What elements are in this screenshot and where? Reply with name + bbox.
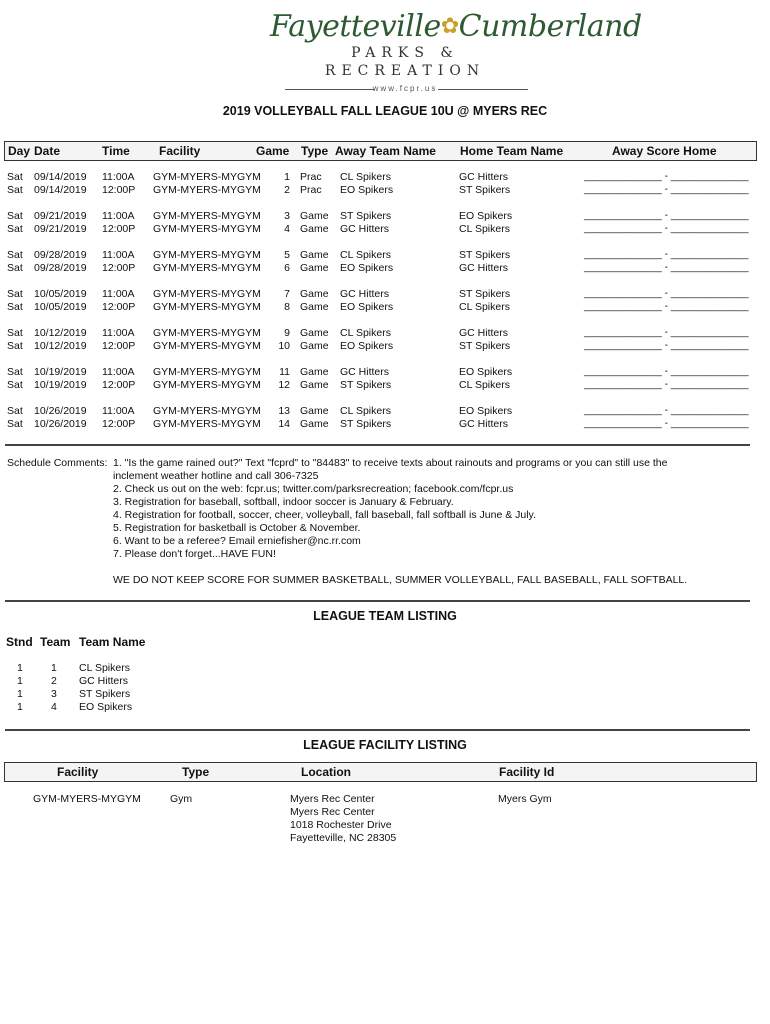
parks-rec-logo bbox=[270, 9, 642, 93]
comment-line: 5. Registration for basketball is October & November. bbox=[113, 522, 361, 534]
cell-type: Game bbox=[300, 366, 329, 378]
header-date: Date bbox=[34, 144, 61, 158]
comment-line bbox=[113, 561, 753, 574]
cell-time: 12:00P bbox=[102, 301, 136, 313]
cell-game: 9 bbox=[284, 327, 290, 339]
cell-time: 11:00A bbox=[102, 249, 135, 261]
cell-home: ST Spikers bbox=[459, 249, 511, 261]
cell-type: Game bbox=[300, 327, 329, 339]
table-row bbox=[0, 301, 770, 314]
facility-type: Gym bbox=[170, 793, 193, 805]
cell-date: 10/12/2019 bbox=[34, 340, 87, 352]
cell-game: 6 bbox=[284, 262, 290, 274]
header-facility-id: Facility Id bbox=[499, 765, 555, 779]
score-entry-line: ______________ - ______________ bbox=[584, 327, 749, 338]
cell-day: Sat bbox=[7, 379, 23, 391]
cell-day: Sat bbox=[7, 288, 23, 300]
comment-line: 4. Registration for football, soccer, cheer, volleyball, fall baseball, fall softball is June & July. bbox=[113, 509, 536, 521]
cell-name: EO Spikers bbox=[79, 701, 133, 713]
cell-type: Game bbox=[300, 288, 329, 300]
cell-day: Sat bbox=[7, 301, 23, 313]
cell-facility: GYM-MYERS-MYGYM bbox=[153, 327, 261, 339]
cell-day: Sat bbox=[7, 366, 23, 378]
schedule-comments bbox=[113, 457, 753, 587]
cell-time: 12:00P bbox=[102, 379, 136, 391]
table-row bbox=[0, 210, 770, 223]
table-row bbox=[0, 171, 770, 184]
facility-id: Myers Gym bbox=[498, 793, 552, 805]
header-away-team: Away Team Name bbox=[335, 144, 436, 158]
facility-listing-title: LEAGUE FACILITY LISTING bbox=[303, 738, 467, 752]
cell-facility: GYM-MYERS-MYGYM bbox=[153, 262, 261, 274]
comment-line: WE DO NOT KEEP SCORE FOR SUMMER BASKETBALL, SUMMER VOLLEYBALL, FALL BASEBALL, FALL SOFTBALL. bbox=[113, 574, 688, 586]
cell-facility: GYM-MYERS-MYGYM bbox=[153, 223, 261, 235]
cell-home: CL Spikers bbox=[459, 223, 510, 235]
cell-away: CL Spikers bbox=[340, 171, 391, 183]
cell-away: GC Hitters bbox=[340, 223, 390, 235]
table-row bbox=[0, 327, 770, 340]
cell-time: 12:00P bbox=[102, 184, 136, 196]
cell-type: Game bbox=[300, 223, 329, 235]
cell-home: CL Spikers bbox=[459, 379, 510, 391]
cell-date: 10/19/2019 bbox=[34, 366, 87, 378]
table-row bbox=[0, 379, 770, 392]
cell-home: ST Spikers bbox=[459, 288, 511, 300]
divider bbox=[5, 729, 750, 731]
cell-game: 10 bbox=[278, 340, 290, 352]
cell-team: 4 bbox=[51, 701, 57, 713]
cell-name: GC Hitters bbox=[79, 675, 129, 687]
cell-time: 11:00A bbox=[102, 327, 135, 339]
team-row bbox=[0, 675, 400, 688]
cell-game: 1 bbox=[284, 171, 290, 183]
location-line: 1018 Rochester Drive bbox=[290, 819, 392, 831]
cell-type: Game bbox=[300, 262, 329, 274]
cell-stnd: 1 bbox=[17, 701, 23, 713]
table-row bbox=[0, 262, 770, 275]
table-row bbox=[0, 340, 770, 353]
cell-away: GC Hitters bbox=[340, 366, 390, 378]
cell-type: Game bbox=[300, 249, 329, 261]
score-entry-line: ______________ - ______________ bbox=[584, 366, 749, 377]
cell-home: CL Spikers bbox=[459, 301, 510, 313]
header-time: Time bbox=[102, 144, 130, 158]
cell-away: ST Spikers bbox=[340, 379, 392, 391]
cell-date: 10/05/2019 bbox=[34, 301, 87, 313]
cell-day: Sat bbox=[7, 223, 23, 235]
score-entry-line: ______________ - ______________ bbox=[584, 301, 749, 312]
comment-line: 2. Check us out on the web: fcpr.us; twitter.com/parksrecreation; facebook.com/fcpr.us bbox=[113, 483, 514, 495]
comment-line: 1. "Is the game rained out?" Text "fcprd" to "84483" to receive texts about rainouts and programs or you can still use the bbox=[113, 457, 668, 469]
cell-facility: GYM-MYERS-MYGYM bbox=[153, 379, 261, 391]
logo-name: Fayetteville✿Cumberland bbox=[270, 9, 642, 44]
cell-stnd: 1 bbox=[17, 688, 23, 700]
score-entry-line: ______________ - ______________ bbox=[584, 405, 749, 416]
cell-name: ST Spikers bbox=[79, 688, 131, 700]
cell-away: EO Spikers bbox=[340, 262, 394, 274]
cell-date: 09/21/2019 bbox=[34, 223, 87, 235]
cell-team: 1 bbox=[51, 662, 57, 674]
cell-time: 12:00P bbox=[102, 223, 136, 235]
header-type: Type bbox=[301, 144, 329, 158]
facility-listing-header bbox=[4, 762, 757, 782]
cell-home: GC Hitters bbox=[459, 171, 509, 183]
score-entry-line: ______________ - ______________ bbox=[584, 171, 749, 182]
cell-game: 5 bbox=[284, 249, 290, 261]
team-row bbox=[0, 662, 400, 675]
cell-time: 11:00A bbox=[102, 366, 135, 378]
cell-type: Game bbox=[300, 340, 329, 352]
score-entry-line: ______________ - ______________ bbox=[584, 210, 749, 221]
cell-team: 3 bbox=[51, 688, 57, 700]
cell-facility: GYM-MYERS-MYGYM bbox=[153, 301, 261, 313]
cell-away: EO Spikers bbox=[340, 301, 394, 313]
cell-type: Prac bbox=[300, 171, 322, 183]
cell-home: EO Spikers bbox=[459, 405, 513, 417]
cell-time: 12:00P bbox=[102, 262, 136, 274]
comment-line: 3. Registration for baseball, softball, indoor soccer is January & February. bbox=[113, 496, 454, 508]
score-entry-line: ______________ - ______________ bbox=[584, 418, 749, 429]
cell-date: 09/21/2019 bbox=[34, 210, 87, 222]
comments-label: Schedule Comments: bbox=[7, 457, 108, 469]
cell-day: Sat bbox=[7, 249, 23, 261]
cell-name: CL Spikers bbox=[79, 662, 130, 674]
header-day: Day bbox=[8, 144, 31, 158]
header-facility: Facility bbox=[57, 765, 99, 779]
cell-day: Sat bbox=[7, 210, 23, 222]
score-entry-line: ______________ - ______________ bbox=[584, 249, 749, 260]
team-listing-title: LEAGUE TEAM LISTING bbox=[313, 609, 457, 623]
cell-facility: GYM-MYERS-MYGYM bbox=[153, 171, 261, 183]
cell-date: 09/14/2019 bbox=[34, 171, 87, 183]
header-stnd: Stnd bbox=[6, 635, 33, 649]
cell-game: 3 bbox=[284, 210, 290, 222]
cell-game: 14 bbox=[278, 418, 290, 430]
comment-line: 6. Want to be a referee? Email erniefisher@nc.rr.com bbox=[113, 535, 361, 547]
cell-day: Sat bbox=[7, 327, 23, 339]
table-row bbox=[0, 366, 770, 379]
team-row bbox=[0, 688, 400, 701]
logo-subtitle: PARKS & RECREATION bbox=[324, 45, 486, 79]
score-entry-line: ______________ - ______________ bbox=[584, 223, 749, 234]
cell-away: GC Hitters bbox=[340, 288, 390, 300]
comment-line: inclement weather hotline and call 306-7325 bbox=[113, 470, 319, 482]
cell-away: CL Spikers bbox=[340, 327, 391, 339]
cell-facility: GYM-MYERS-MYGYM bbox=[153, 340, 261, 352]
cell-home: ST Spikers bbox=[459, 340, 511, 352]
table-row bbox=[0, 223, 770, 236]
cell-facility: GYM-MYERS-MYGYM bbox=[153, 184, 261, 196]
cell-facility: GYM-MYERS-MYGYM bbox=[153, 405, 261, 417]
cell-day: Sat bbox=[7, 262, 23, 274]
cell-game: 12 bbox=[278, 379, 290, 391]
header-team: Team bbox=[40, 635, 71, 649]
cell-facility: GYM-MYERS-MYGYM bbox=[153, 210, 261, 222]
header-team-name: Team Name bbox=[79, 635, 146, 649]
cell-stnd: 1 bbox=[17, 675, 23, 687]
score-entry-line: ______________ - ______________ bbox=[584, 184, 749, 195]
cell-type: Game bbox=[300, 405, 329, 417]
cell-away: EO Spikers bbox=[340, 340, 394, 352]
score-entry-line: ______________ - ______________ bbox=[584, 288, 749, 299]
cell-home: ST Spikers bbox=[459, 184, 511, 196]
score-entry-line: ______________ - ______________ bbox=[584, 262, 749, 273]
cell-game: 2 bbox=[284, 184, 290, 196]
cell-facility: GYM-MYERS-MYGYM bbox=[153, 366, 261, 378]
cell-day: Sat bbox=[7, 418, 23, 430]
cell-type: Game bbox=[300, 418, 329, 430]
cell-time: 11:00A bbox=[102, 210, 135, 222]
cell-type: Game bbox=[300, 210, 329, 222]
header-score: Away Score Home bbox=[612, 144, 717, 158]
table-row bbox=[0, 288, 770, 301]
table-row bbox=[0, 184, 770, 197]
header-home-team: Home Team Name bbox=[460, 144, 564, 158]
cell-day: Sat bbox=[7, 184, 23, 196]
cell-type: Prac bbox=[300, 184, 322, 196]
location-line: Myers Rec Center bbox=[290, 793, 375, 805]
divider bbox=[5, 444, 750, 446]
cell-game: 8 bbox=[284, 301, 290, 313]
cell-time: 11:00A bbox=[102, 288, 135, 300]
cell-date: 10/12/2019 bbox=[34, 327, 87, 339]
cell-type: Game bbox=[300, 301, 329, 313]
facility-code: GYM-MYERS-MYGYM bbox=[33, 793, 141, 805]
cell-time: 11:00A bbox=[102, 405, 135, 417]
cell-team: 2 bbox=[51, 675, 57, 687]
cell-time: 12:00P bbox=[102, 340, 136, 352]
cell-time: 12:00P bbox=[102, 418, 136, 430]
logo-url: www.fcpr.us bbox=[270, 84, 540, 93]
header-type: Type bbox=[182, 765, 210, 779]
table-row bbox=[0, 249, 770, 262]
header-facility: Facility bbox=[159, 144, 201, 158]
cell-away: ST Spikers bbox=[340, 210, 392, 222]
team-row bbox=[0, 701, 400, 714]
facility-location bbox=[290, 793, 396, 845]
cell-facility: GYM-MYERS-MYGYM bbox=[153, 288, 261, 300]
cell-game: 4 bbox=[284, 223, 290, 235]
cell-date: 10/26/2019 bbox=[34, 418, 87, 430]
cell-home: EO Spikers bbox=[459, 366, 513, 378]
cell-day: Sat bbox=[7, 405, 23, 417]
cell-date: 09/28/2019 bbox=[34, 262, 87, 274]
cell-type: Game bbox=[300, 379, 329, 391]
score-entry-line: ______________ - ______________ bbox=[584, 340, 749, 351]
page-title: 2019 VOLLEYBALL FALL LEAGUE 10U @ MYERS REC bbox=[222, 104, 548, 118]
cell-game: 13 bbox=[278, 405, 290, 417]
location-line: Myers Rec Center bbox=[290, 806, 375, 818]
cell-day: Sat bbox=[7, 171, 23, 183]
cell-away: EO Spikers bbox=[340, 184, 394, 196]
location-line: Fayetteville, NC 28305 bbox=[290, 832, 397, 844]
cell-home: GC Hitters bbox=[459, 262, 509, 274]
table-row bbox=[0, 405, 770, 418]
cell-date: 09/14/2019 bbox=[34, 184, 87, 196]
cell-home: GC Hitters bbox=[459, 418, 509, 430]
header-game: Game bbox=[256, 144, 290, 158]
dogwood-flower-icon: ✿ bbox=[440, 14, 459, 39]
cell-home: EO Spikers bbox=[459, 210, 513, 222]
cell-game: 7 bbox=[284, 288, 290, 300]
cell-time: 11:00A bbox=[102, 171, 135, 183]
cell-facility: GYM-MYERS-MYGYM bbox=[153, 249, 261, 261]
cell-facility: GYM-MYERS-MYGYM bbox=[153, 418, 261, 430]
cell-date: 10/05/2019 bbox=[34, 288, 87, 300]
cell-away: CL Spikers bbox=[340, 405, 391, 417]
cell-date: 10/26/2019 bbox=[34, 405, 87, 417]
cell-stnd: 1 bbox=[17, 662, 23, 674]
schedule-header bbox=[4, 141, 757, 161]
divider bbox=[5, 600, 750, 602]
cell-day: Sat bbox=[7, 340, 23, 352]
cell-away: ST Spikers bbox=[340, 418, 392, 430]
cell-away: CL Spikers bbox=[340, 249, 391, 261]
header-location: Location bbox=[301, 765, 351, 779]
comment-line: 7. Please don't forget...HAVE FUN! bbox=[113, 548, 276, 560]
cell-date: 09/28/2019 bbox=[34, 249, 87, 261]
score-entry-line: ______________ - ______________ bbox=[584, 379, 749, 390]
cell-date: 10/19/2019 bbox=[34, 379, 87, 391]
table-row bbox=[0, 418, 770, 431]
cell-home: GC Hitters bbox=[459, 327, 509, 339]
cell-game: 11 bbox=[279, 366, 290, 378]
